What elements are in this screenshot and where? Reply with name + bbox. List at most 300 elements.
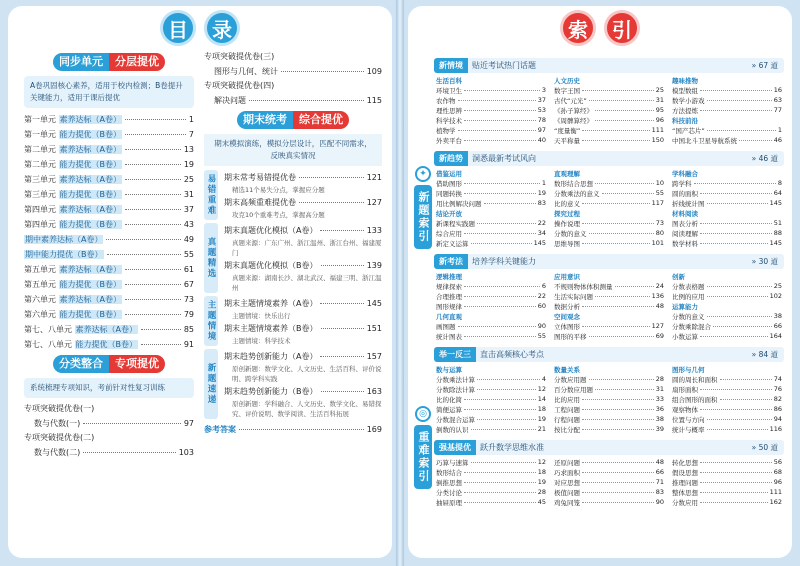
entry-title: 用比例解决问题 xyxy=(436,199,482,208)
page-number: 1 xyxy=(188,115,194,124)
index-entry[interactable] xyxy=(672,497,782,507)
leader-dots xyxy=(707,296,768,297)
index-entry[interactable] xyxy=(672,414,782,424)
block-label: 主题情境 xyxy=(204,296,218,346)
entry-title: 圆的面积 xyxy=(672,189,698,198)
toc-entry[interactable] xyxy=(24,187,194,202)
leader-dots xyxy=(471,429,536,430)
index-entry[interactable] xyxy=(554,497,664,507)
leader-dots xyxy=(125,314,181,315)
entry-title: 合理推理 xyxy=(436,292,462,301)
page-number: 34 xyxy=(537,229,546,237)
toc-entry[interactable] xyxy=(24,337,194,352)
toc-entry[interactable] xyxy=(24,416,194,431)
index-entry[interactable] xyxy=(672,291,782,301)
entry-title: 人文历史 xyxy=(554,76,580,85)
page-number: 6 xyxy=(541,282,546,290)
index-category xyxy=(672,168,782,178)
page-number: 48 xyxy=(655,302,664,310)
entry-title: 不规则物体体积测量 xyxy=(554,282,613,291)
toc-entry[interactable] xyxy=(24,232,194,247)
entry-title: 趣味推物 xyxy=(672,76,698,85)
toc-entry[interactable] xyxy=(24,217,194,232)
index-entry[interactable] xyxy=(436,85,546,95)
leader-dots xyxy=(582,326,650,327)
entry-title: 比的意义 xyxy=(554,199,580,208)
page-number: 10 xyxy=(655,179,664,187)
entry-unit: 第七、八单元 xyxy=(24,340,75,349)
index-grid xyxy=(434,269,784,343)
entry-title: 《周髀算经》 xyxy=(554,116,593,125)
entry-unit: 第六单元 xyxy=(24,295,59,304)
index-entry[interactable] xyxy=(436,228,546,238)
leader-dots xyxy=(595,389,654,390)
leader-dots xyxy=(125,269,181,270)
page-number: 37 xyxy=(537,96,546,104)
entry-title: 期末趋势创新能力（B卷） xyxy=(224,387,318,396)
toc-entry[interactable] xyxy=(204,93,382,108)
page-number: 22 xyxy=(537,292,546,300)
toc-entry[interactable] xyxy=(24,262,194,277)
entry-title: 跨学科 xyxy=(672,179,692,188)
entry-title: 运算能力 xyxy=(672,302,698,311)
toc-entry[interactable] xyxy=(24,112,194,127)
leader-dots xyxy=(707,130,776,131)
entry-title: 分类讨论 xyxy=(436,488,462,497)
index-entry[interactable] xyxy=(672,331,782,341)
toc-entry[interactable] xyxy=(224,384,382,399)
leader-dots xyxy=(700,462,772,463)
page-number: 151 xyxy=(366,324,382,333)
leader-dots xyxy=(582,419,654,420)
entry-title: 期末高频重难提优卷 xyxy=(224,198,296,207)
page-number: 95 xyxy=(655,106,664,114)
toc-entry[interactable] xyxy=(24,127,194,142)
leader-dots xyxy=(589,233,654,234)
toc-entry[interactable] xyxy=(224,321,382,336)
index-title xyxy=(520,10,680,46)
page-number: 86 xyxy=(773,405,782,413)
index-category xyxy=(554,168,664,178)
page-number: 18 xyxy=(537,468,546,476)
entry-title: 对应思想 xyxy=(554,478,580,487)
toc-entry[interactable] xyxy=(224,223,382,238)
entry-title: 简便运算 xyxy=(436,405,462,414)
leader-dots xyxy=(464,492,536,493)
toc-page xyxy=(8,6,392,558)
leader-dots xyxy=(464,502,536,503)
page-number: 33 xyxy=(655,395,664,403)
index-entry[interactable] xyxy=(672,394,782,404)
entry-title: 农作物 xyxy=(436,96,456,105)
index-entry[interactable] xyxy=(554,188,664,198)
entry-title: “国产芯片” xyxy=(672,126,705,135)
entry-title: 行程问题 xyxy=(554,415,580,424)
section-name: 新情境 xyxy=(434,58,468,73)
leader-dots xyxy=(83,452,175,453)
index-entry[interactable] xyxy=(554,477,664,487)
index-entry[interactable] xyxy=(554,135,664,145)
toc-entry[interactable] xyxy=(224,170,382,185)
toc-entry[interactable] xyxy=(224,296,382,311)
index-entry[interactable] xyxy=(672,95,782,105)
index-entry[interactable] xyxy=(436,414,546,424)
toc-title xyxy=(120,10,280,46)
index-entry[interactable] xyxy=(436,95,546,105)
index-entry[interactable] xyxy=(672,424,782,434)
page-number: 80 xyxy=(655,229,664,237)
leader-dots xyxy=(464,306,536,307)
index-entry[interactable] xyxy=(672,404,782,414)
index-entry[interactable] xyxy=(554,178,664,188)
index-entry[interactable] xyxy=(672,374,782,384)
page-number: 19 xyxy=(537,189,546,197)
index-entry[interactable] xyxy=(672,198,782,208)
page-number: 60 xyxy=(537,302,546,310)
leader-dots xyxy=(458,100,536,101)
block-content xyxy=(224,349,382,419)
final-block xyxy=(204,170,382,220)
entry-title: 还原问题 xyxy=(554,458,580,467)
leader-dots xyxy=(484,203,536,204)
page-number: 14 xyxy=(537,395,546,403)
index-entry[interactable] xyxy=(554,374,664,384)
toc-entry[interactable] xyxy=(24,247,194,262)
page-number: 127 xyxy=(651,322,664,330)
index-category xyxy=(672,271,782,281)
index-entry[interactable] xyxy=(436,497,546,507)
entry-title: 结论开放 xyxy=(436,209,462,218)
index-page xyxy=(408,6,792,558)
page-number: 4 xyxy=(541,375,546,383)
leader-dots xyxy=(700,233,772,234)
entry-title: 同题转换 xyxy=(436,189,462,198)
index-entry[interactable] xyxy=(554,228,664,238)
entry-detail: 主题情境：科学技术 xyxy=(232,337,291,345)
entry-title xyxy=(24,174,122,185)
index-entry[interactable] xyxy=(672,311,782,321)
index-entry[interactable] xyxy=(554,424,664,434)
index-entry[interactable] xyxy=(436,105,546,115)
toc-entry[interactable] xyxy=(24,157,194,172)
page-number: 19 xyxy=(183,160,194,169)
index-entry[interactable] xyxy=(554,218,664,228)
index-entry[interactable] xyxy=(672,188,782,198)
index-category xyxy=(672,364,782,374)
final-block xyxy=(204,223,382,293)
entry-title xyxy=(24,249,104,260)
index-entry[interactable] xyxy=(554,301,664,311)
unit-list xyxy=(24,112,194,352)
leader-dots xyxy=(615,286,654,287)
index-entry[interactable] xyxy=(436,331,546,341)
page-number: 77 xyxy=(773,106,782,114)
entry-title: 《孙子算经》 xyxy=(554,106,593,115)
index-entry[interactable] xyxy=(554,95,664,105)
toc-entry[interactable] xyxy=(24,322,194,337)
index-entry[interactable] xyxy=(672,238,782,248)
section-subtitle: 贴近考试热门话题 xyxy=(472,61,536,70)
entry-detail: 原创新题：学科融合、人文历史、数学文化、易错探究、评价说明、数学阅读、生活百科拓展 xyxy=(232,400,382,418)
toc-entry[interactable] xyxy=(224,258,382,273)
index-entry[interactable] xyxy=(436,457,546,467)
index-entry[interactable] xyxy=(436,477,546,487)
leader-dots xyxy=(464,183,540,184)
entry-title: 倒推思想 xyxy=(436,478,462,487)
index-entry[interactable] xyxy=(554,105,664,115)
index-entry[interactable] xyxy=(436,321,546,331)
index-entry[interactable] xyxy=(436,135,546,145)
leader-dots xyxy=(125,179,181,180)
page-number: 111 xyxy=(769,488,782,496)
index-entry[interactable] xyxy=(436,404,546,414)
index-entry[interactable] xyxy=(436,188,546,198)
index-entry[interactable] xyxy=(436,291,546,301)
page-number: 48 xyxy=(655,458,664,466)
leader-dots xyxy=(464,233,536,234)
index-entry[interactable] xyxy=(436,374,546,384)
page-number: 21 xyxy=(537,425,546,433)
leader-dots xyxy=(321,328,364,329)
toc-entry[interactable] xyxy=(24,172,194,187)
entry-title: 期末主题情境素养（A卷） xyxy=(224,299,318,308)
entry-title xyxy=(24,264,122,275)
entry-title xyxy=(24,159,122,170)
page-number: 82 xyxy=(773,395,782,403)
leader-dots xyxy=(471,243,532,244)
title-char: 引 xyxy=(604,10,640,46)
page-number: 1 xyxy=(541,179,546,187)
page-number: 66 xyxy=(655,468,664,476)
entry-paper: 能力提优（B卷） xyxy=(59,310,122,319)
index-entry[interactable] xyxy=(554,238,664,248)
entry-title: 分数乘法的意义 xyxy=(554,189,600,198)
entry-title: 操作说理 xyxy=(554,219,580,228)
toc-entry[interactable] xyxy=(224,349,382,364)
block-label: 新题速递 xyxy=(204,349,218,419)
index-entry[interactable] xyxy=(672,281,782,291)
index-entry[interactable] xyxy=(554,394,664,404)
page-number: 28 xyxy=(655,375,664,383)
page-number: 71 xyxy=(655,478,664,486)
entry-title: 生活百科 xyxy=(436,76,462,85)
index-entry[interactable] xyxy=(554,115,664,125)
toc-entry[interactable] xyxy=(224,195,382,210)
toc-entry[interactable] xyxy=(24,277,194,292)
entry-title: 假设思想 xyxy=(672,468,698,477)
entry-unit: 第二单元 xyxy=(24,160,59,169)
leader-dots xyxy=(582,130,649,131)
toc-entry[interactable] xyxy=(24,445,194,460)
entry-paper: 期中能力提优（B卷） xyxy=(25,250,103,259)
index-entry[interactable] xyxy=(436,198,546,208)
page-number: 163 xyxy=(366,387,382,396)
section-count: » 50 道 xyxy=(751,443,778,452)
index-entry[interactable] xyxy=(672,178,782,188)
index-entry[interactable] xyxy=(554,331,664,341)
index-entry[interactable] xyxy=(554,414,664,424)
leader-dots xyxy=(700,243,768,244)
page-number: 83 xyxy=(655,488,664,496)
index-entry[interactable] xyxy=(554,384,664,394)
index-entry[interactable] xyxy=(554,281,664,291)
section-name: 强基提优 xyxy=(434,440,476,455)
leader-dots xyxy=(582,243,650,244)
index-entry[interactable] xyxy=(436,394,546,404)
index-entry[interactable] xyxy=(672,457,782,467)
page-number: 96 xyxy=(773,478,782,486)
entry-title: 环境卫生 xyxy=(436,86,462,95)
page-number: 19 xyxy=(537,415,546,423)
leader-dots xyxy=(125,224,181,225)
page-number: 90 xyxy=(655,498,664,506)
index-entry[interactable] xyxy=(554,404,664,414)
leader-dots xyxy=(707,203,768,204)
block-content xyxy=(224,223,382,293)
index-entry[interactable] xyxy=(672,135,782,145)
entry-title: 图形规律 xyxy=(436,302,462,311)
leader-dots xyxy=(700,472,772,473)
entry-unit: 第五单元 xyxy=(24,265,59,274)
index-category xyxy=(436,75,546,85)
page-number: 46 xyxy=(773,136,782,144)
entry-title: 数与运算 xyxy=(436,365,462,374)
page-number: 53 xyxy=(537,106,546,114)
index-entry[interactable] xyxy=(672,228,782,238)
section-subtitle: 跃升数学思维水准 xyxy=(480,443,544,452)
index-entry[interactable] xyxy=(436,125,546,135)
entry-unit: 第六单元 xyxy=(24,310,59,319)
toc-group-title: 专项突破提优卷(四) xyxy=(204,81,275,90)
leader-dots xyxy=(464,90,540,91)
entry-unit: 第一单元 xyxy=(24,130,59,139)
entry-paper: 能力提优（B卷） xyxy=(59,280,122,289)
leader-dots xyxy=(464,140,536,141)
toc-entry[interactable] xyxy=(24,292,194,307)
final-block xyxy=(204,349,382,419)
final-blocks xyxy=(204,170,382,419)
entry-unit: 第四单元 xyxy=(24,220,59,229)
index-entry[interactable] xyxy=(672,384,782,394)
entry-paper: 素养达标（A卷） xyxy=(59,175,122,184)
entry-title: 统计图表 xyxy=(436,332,462,341)
leader-dots xyxy=(707,286,772,287)
index-entry[interactable] xyxy=(436,487,546,497)
entry-title: 阅读理解 xyxy=(672,229,698,238)
answer-line[interactable]: 参考答案 169 xyxy=(204,424,382,434)
block-label: 易错重难 xyxy=(204,170,218,220)
index-entry[interactable] xyxy=(554,291,664,301)
page-number: 133 xyxy=(366,226,382,235)
leader-dots xyxy=(464,472,536,473)
leader-dots xyxy=(281,71,364,72)
leader-dots xyxy=(477,389,536,390)
leader-dots xyxy=(739,140,772,141)
entry-paper: 能力提优（B卷） xyxy=(59,160,122,169)
leader-dots xyxy=(582,482,654,483)
index-entry[interactable] xyxy=(436,301,546,311)
index-entry[interactable] xyxy=(672,85,782,95)
index-entry[interactable] xyxy=(436,384,546,394)
leader-dots xyxy=(589,336,654,337)
index-entry[interactable] xyxy=(554,85,664,95)
page-number: 162 xyxy=(769,498,782,506)
index-entry[interactable] xyxy=(672,477,782,487)
entry-title: 巧求面积 xyxy=(554,468,580,477)
index-entry[interactable] xyxy=(672,487,782,497)
index-entry[interactable] xyxy=(554,487,664,497)
leader-dots xyxy=(595,110,654,111)
index-entry[interactable] xyxy=(672,105,782,115)
toc-entry[interactable] xyxy=(24,202,194,217)
index-entry[interactable] xyxy=(436,281,546,291)
leader-dots xyxy=(125,194,181,195)
index-category xyxy=(436,311,546,321)
page-number: 117 xyxy=(651,199,664,207)
page-number: 64 xyxy=(773,189,782,197)
leader-dots xyxy=(464,482,536,483)
entry-unit: 第五单元 xyxy=(24,280,59,289)
entry-title: 学科融合 xyxy=(672,169,698,178)
page-number: 88 xyxy=(773,229,782,237)
index-entry[interactable] xyxy=(672,467,782,477)
index-entry[interactable] xyxy=(554,321,664,331)
entry-title: 比的应用 xyxy=(554,395,580,404)
index-entry[interactable] xyxy=(672,321,782,331)
index-entry[interactable] xyxy=(554,125,664,135)
leader-dots xyxy=(589,100,654,101)
entry-title: 材料阅读 xyxy=(672,209,698,218)
toc-entry[interactable] xyxy=(24,142,194,157)
block-content xyxy=(224,296,382,346)
section-name: 新趋势 xyxy=(434,151,468,166)
toc-column-left xyxy=(24,50,194,460)
index-entry[interactable] xyxy=(672,218,782,228)
leader-dots xyxy=(320,356,363,357)
index-entry[interactable] xyxy=(672,125,782,135)
page-number: 36 xyxy=(655,405,664,413)
toc-entry[interactable] xyxy=(24,307,194,322)
index-entry[interactable] xyxy=(436,238,546,248)
index-entry[interactable] xyxy=(436,467,546,477)
entry-title: 几何直观 xyxy=(436,312,462,321)
entry-paper: 素养达标（A卷） xyxy=(59,145,122,154)
block-content xyxy=(224,170,382,220)
index-entry[interactable] xyxy=(436,115,546,125)
index-entry[interactable] xyxy=(436,218,546,228)
page-number: 51 xyxy=(773,219,782,227)
page-number: 96 xyxy=(655,116,664,124)
leader-dots xyxy=(320,303,363,304)
page-number: 145 xyxy=(533,239,546,247)
page-number: 55 xyxy=(183,250,194,259)
entry-title: 图形的平移 xyxy=(554,332,587,341)
entry-title: 数与代数(一) xyxy=(34,419,81,428)
index-entry[interactable] xyxy=(554,467,664,477)
entry-detail: 真题来源：广东广州、浙江温州、浙江台州、福建厦门 xyxy=(232,239,382,257)
page-number: 83 xyxy=(537,199,546,207)
toc-entry[interactable] xyxy=(204,64,382,79)
entry-title: 科技前沿 xyxy=(672,116,698,125)
index-entry[interactable] xyxy=(554,198,664,208)
entry-title: 数形结合 xyxy=(436,468,462,477)
index-entry[interactable] xyxy=(436,424,546,434)
leader-dots xyxy=(589,379,654,380)
leader-dots xyxy=(720,399,772,400)
index-entry[interactable] xyxy=(554,457,664,467)
section-note: A卷巩固核心素养，适用于校内检测；B卷提升关键能力，适用于课后提优 xyxy=(24,76,194,108)
index-entry[interactable] xyxy=(436,178,546,188)
